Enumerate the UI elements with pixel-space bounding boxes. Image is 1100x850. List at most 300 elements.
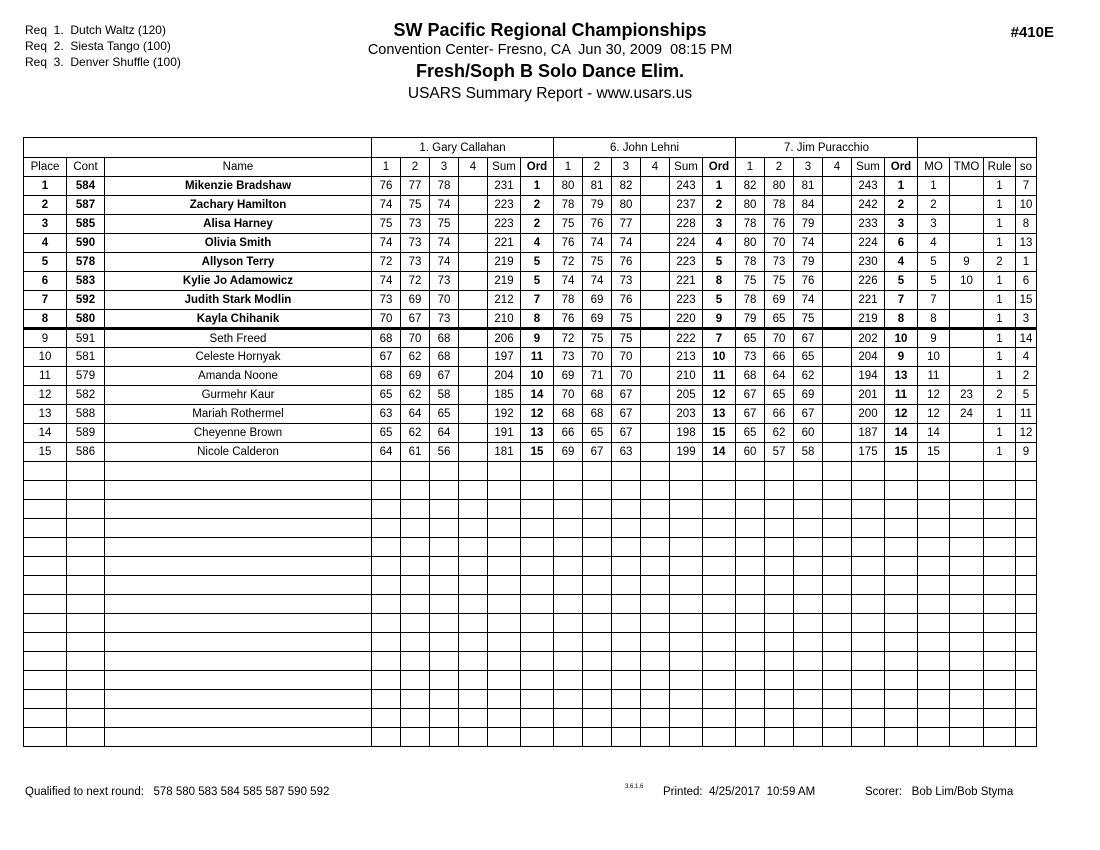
score-cell — [794, 614, 823, 633]
ord-cell — [703, 519, 736, 538]
score-cell — [641, 424, 670, 443]
cont-cell — [67, 614, 105, 633]
score-cell — [794, 652, 823, 671]
score-cell: 60 — [794, 424, 823, 443]
tmo-cell — [950, 652, 984, 671]
name-cell: Allyson Terry — [105, 253, 372, 272]
score-cell: 74 — [794, 234, 823, 253]
sum-cell — [852, 595, 885, 614]
score-cell — [554, 481, 583, 500]
sum-cell — [488, 614, 521, 633]
score-cell: 79 — [736, 310, 765, 329]
score-cell: 70 — [583, 348, 612, 367]
score-cell: 75 — [430, 215, 459, 234]
so-cell: 15 — [1016, 291, 1037, 310]
sum-cell — [488, 500, 521, 519]
sum-cell — [670, 690, 703, 709]
score-cell: 69 — [554, 443, 583, 462]
name-cell — [105, 481, 372, 500]
name-cell: Kayla Chihanik — [105, 310, 372, 329]
score-cell — [372, 481, 401, 500]
ord-cell: 7 — [703, 329, 736, 348]
sum-cell: 224 — [670, 234, 703, 253]
mo-cell — [918, 500, 950, 519]
score-cell — [459, 310, 488, 329]
cont-cell — [67, 462, 105, 481]
sum-cell: 222 — [670, 329, 703, 348]
score-cell: 79 — [794, 215, 823, 234]
rule-cell: 1 — [984, 443, 1016, 462]
score-cell — [794, 576, 823, 595]
ord-cell — [885, 481, 918, 500]
place-cell — [24, 500, 67, 519]
score-cell — [823, 671, 852, 690]
ord-cell — [885, 652, 918, 671]
cont-cell — [67, 652, 105, 671]
score-cell: 80 — [736, 234, 765, 253]
score-cell — [823, 614, 852, 633]
score-cell — [765, 519, 794, 538]
score-cell — [641, 709, 670, 728]
tmo-cell: 9 — [950, 253, 984, 272]
score-cell — [554, 633, 583, 652]
empty-row — [24, 614, 1037, 633]
mo-cell — [918, 557, 950, 576]
score-cell — [794, 671, 823, 690]
score-cell — [641, 519, 670, 538]
ord-cell: 14 — [885, 424, 918, 443]
mo-cell: 3 — [918, 215, 950, 234]
score-cell: 62 — [765, 424, 794, 443]
sum-cell: 198 — [670, 424, 703, 443]
empty-row — [24, 462, 1037, 481]
ord-cell — [885, 519, 918, 538]
score-cell — [736, 633, 765, 652]
score-cell — [641, 481, 670, 500]
score-cell — [372, 728, 401, 747]
sum-cell — [852, 671, 885, 690]
score-cell: 75 — [765, 272, 794, 291]
score-cell — [641, 595, 670, 614]
ord-cell: 5 — [521, 272, 554, 291]
ord-cell — [521, 462, 554, 481]
score-cell — [372, 633, 401, 652]
place-cell — [24, 728, 67, 747]
score-cell — [459, 500, 488, 519]
championship-title: SW Pacific Regional Championships — [393, 20, 707, 40]
score-cell — [372, 709, 401, 728]
score-cell — [612, 576, 641, 595]
score-cell: 70 — [765, 329, 794, 348]
score-cell: 76 — [612, 291, 641, 310]
so-cell: 1 — [1016, 253, 1037, 272]
score-cell — [736, 709, 765, 728]
tmo-cell — [950, 443, 984, 462]
score-cell — [823, 538, 852, 557]
score-cell: 67 — [794, 329, 823, 348]
sum-cell — [670, 576, 703, 595]
so-cell — [1016, 709, 1037, 728]
table-row — [24, 177, 1037, 196]
score-cell — [823, 519, 852, 538]
sum-cell: 224 — [852, 234, 885, 253]
score-cell — [583, 671, 612, 690]
sum-cell: 223 — [488, 196, 521, 215]
score-cell: 76 — [554, 234, 583, 253]
col-header-so: so — [1016, 158, 1037, 177]
cont-cell: 592 — [67, 291, 105, 310]
col-header-ord: Ord — [885, 158, 918, 177]
report-header — [0, 20, 1100, 106]
score-cell — [554, 519, 583, 538]
tmo-cell — [950, 177, 984, 196]
col-header-mo: MO — [918, 158, 950, 177]
rule-cell: 1 — [984, 177, 1016, 196]
ord-cell — [885, 709, 918, 728]
score-cell — [765, 538, 794, 557]
ord-cell: 2 — [521, 215, 554, 234]
mo-cell — [918, 481, 950, 500]
ord-cell — [885, 557, 918, 576]
score-cell: 68 — [372, 367, 401, 386]
score-cell — [401, 690, 430, 709]
ord-cell: 10 — [885, 329, 918, 348]
ord-cell: 15 — [703, 424, 736, 443]
score-cell — [641, 310, 670, 329]
col-header-rule: Rule — [984, 158, 1016, 177]
cont-cell — [67, 690, 105, 709]
sum-cell — [488, 576, 521, 595]
score-cell — [765, 595, 794, 614]
sum-cell — [852, 481, 885, 500]
sum-cell — [488, 595, 521, 614]
score-cell — [641, 196, 670, 215]
sum-cell: 223 — [488, 215, 521, 234]
empty-row — [24, 481, 1037, 500]
tmo-cell — [950, 196, 984, 215]
sum-cell — [852, 519, 885, 538]
place-cell — [24, 519, 67, 538]
score-cell — [583, 614, 612, 633]
score-cell — [430, 500, 459, 519]
score-cell: 76 — [372, 177, 401, 196]
rule-cell — [984, 538, 1016, 557]
score-cell — [736, 690, 765, 709]
so-cell — [1016, 462, 1037, 481]
score-cell: 75 — [736, 272, 765, 291]
so-cell — [1016, 652, 1037, 671]
judge-header: 7. Jim Puracchio — [736, 138, 918, 158]
so-cell: 7 — [1016, 177, 1037, 196]
score-cell: 56 — [430, 443, 459, 462]
results-table — [23, 137, 1037, 747]
score-cell — [459, 177, 488, 196]
col-header-sum: Sum — [670, 158, 703, 177]
score-cell: 76 — [612, 253, 641, 272]
sum-cell — [670, 462, 703, 481]
tmo-cell: 23 — [950, 386, 984, 405]
tmo-cell — [950, 614, 984, 633]
score-cell — [554, 557, 583, 576]
place-cell: 2 — [24, 196, 67, 215]
score-cell: 82 — [736, 177, 765, 196]
score-cell — [736, 595, 765, 614]
score-cell: 81 — [583, 177, 612, 196]
ord-cell: 11 — [703, 367, 736, 386]
score-cell — [641, 557, 670, 576]
ord-cell: 3 — [885, 215, 918, 234]
sum-cell — [852, 538, 885, 557]
sum-cell — [670, 633, 703, 652]
score-cell: 66 — [554, 424, 583, 443]
score-cell — [794, 500, 823, 519]
score-cell: 69 — [794, 386, 823, 405]
score-cell: 74 — [430, 253, 459, 272]
score-cell — [736, 481, 765, 500]
sum-cell — [852, 576, 885, 595]
col-header-score-4: 4 — [641, 158, 670, 177]
tmo-cell — [950, 690, 984, 709]
score-cell — [401, 709, 430, 728]
score-cell: 79 — [794, 253, 823, 272]
score-cell — [430, 595, 459, 614]
score-cell: 67 — [372, 348, 401, 367]
score-cell — [641, 405, 670, 424]
so-cell — [1016, 538, 1037, 557]
mo-cell — [918, 576, 950, 595]
score-cell: 67 — [736, 386, 765, 405]
name-cell: Seth Freed — [105, 329, 372, 348]
so-cell: 10 — [1016, 196, 1037, 215]
sum-cell: 242 — [852, 196, 885, 215]
sum-cell — [488, 728, 521, 747]
score-cell: 69 — [554, 367, 583, 386]
score-cell: 80 — [612, 196, 641, 215]
score-cell: 78 — [736, 215, 765, 234]
sum-cell — [670, 709, 703, 728]
ord-cell: 8 — [703, 272, 736, 291]
rule-cell: 1 — [984, 405, 1016, 424]
col-header-score-3: 3 — [430, 158, 459, 177]
tmo-cell — [950, 519, 984, 538]
ord-cell: 5 — [703, 253, 736, 272]
ord-cell — [885, 633, 918, 652]
rule-cell — [984, 671, 1016, 690]
requirement-line: Req 3. Denver Shuffle (100) — [25, 55, 181, 69]
name-cell: Celeste Hornyak — [105, 348, 372, 367]
tmo-cell — [950, 481, 984, 500]
score-cell: 73 — [401, 253, 430, 272]
score-cell: 80 — [554, 177, 583, 196]
score-cell: 63 — [612, 443, 641, 462]
name-cell: Mariah Rothermel — [105, 405, 372, 424]
score-cell — [765, 652, 794, 671]
score-cell: 74 — [794, 291, 823, 310]
score-cell: 63 — [372, 405, 401, 424]
ord-cell: 13 — [521, 424, 554, 443]
score-cell — [401, 614, 430, 633]
ord-cell: 1 — [703, 177, 736, 196]
score-cell: 74 — [554, 272, 583, 291]
score-cell — [823, 443, 852, 462]
score-cell — [372, 462, 401, 481]
score-cell — [823, 728, 852, 747]
cont-cell — [67, 595, 105, 614]
ord-cell: 1 — [521, 177, 554, 196]
place-cell: 8 — [24, 310, 67, 329]
score-cell: 67 — [583, 443, 612, 462]
name-cell — [105, 462, 372, 481]
mo-cell: 9 — [918, 329, 950, 348]
empty-row — [24, 709, 1037, 728]
ord-cell — [703, 557, 736, 576]
score-cell: 74 — [372, 272, 401, 291]
tmo-cell — [950, 367, 984, 386]
rule-cell — [984, 557, 1016, 576]
score-cell — [554, 462, 583, 481]
col-header-score-2: 2 — [583, 158, 612, 177]
sum-cell — [852, 614, 885, 633]
requirement-line: Req 2. Siesta Tango (100) — [25, 39, 171, 53]
ord-cell — [521, 576, 554, 595]
sum-cell: 230 — [852, 253, 885, 272]
score-cell — [612, 614, 641, 633]
so-cell: 12 — [1016, 424, 1037, 443]
sum-cell: 243 — [852, 177, 885, 196]
mo-cell — [918, 652, 950, 671]
ord-cell — [885, 671, 918, 690]
score-cell — [459, 671, 488, 690]
score-cell: 80 — [736, 196, 765, 215]
score-cell: 58 — [430, 386, 459, 405]
empty-row — [24, 519, 1037, 538]
so-cell: 9 — [1016, 443, 1037, 462]
empty-row — [24, 557, 1037, 576]
results-body — [24, 138, 1037, 747]
ord-cell: 2 — [703, 196, 736, 215]
score-cell — [794, 519, 823, 538]
score-cell — [612, 557, 641, 576]
score-cell — [430, 614, 459, 633]
sum-cell: 223 — [670, 253, 703, 272]
sum-cell — [852, 462, 885, 481]
place-cell: 13 — [24, 405, 67, 424]
score-cell — [612, 481, 641, 500]
score-cell — [823, 595, 852, 614]
score-cell: 70 — [372, 310, 401, 329]
ord-cell — [703, 576, 736, 595]
mo-cell — [918, 595, 950, 614]
place-cell: 4 — [24, 234, 67, 253]
ord-cell — [521, 481, 554, 500]
score-cell — [612, 709, 641, 728]
rule-cell: 1 — [984, 272, 1016, 291]
place-cell — [24, 538, 67, 557]
place-cell: 15 — [24, 443, 67, 462]
ord-cell — [703, 500, 736, 519]
score-cell: 72 — [401, 272, 430, 291]
score-cell — [459, 215, 488, 234]
mo-cell — [918, 690, 950, 709]
score-cell: 66 — [765, 348, 794, 367]
rule-cell — [984, 576, 1016, 595]
score-cell: 70 — [554, 386, 583, 405]
place-cell: 10 — [24, 348, 67, 367]
scorer-names: Scorer: Bob Lim/Bob Styma — [865, 786, 1014, 798]
score-cell — [641, 538, 670, 557]
sum-cell — [852, 557, 885, 576]
sum-cell: 206 — [488, 329, 521, 348]
rule-cell — [984, 500, 1016, 519]
ord-cell: 9 — [521, 329, 554, 348]
ord-cell: 8 — [521, 310, 554, 329]
score-cell: 70 — [612, 348, 641, 367]
sum-cell — [852, 652, 885, 671]
score-cell: 74 — [372, 196, 401, 215]
score-cell — [641, 443, 670, 462]
so-cell — [1016, 481, 1037, 500]
sum-cell: 192 — [488, 405, 521, 424]
score-cell — [612, 462, 641, 481]
score-cell — [430, 728, 459, 747]
so-cell — [1016, 500, 1037, 519]
so-cell — [1016, 519, 1037, 538]
mo-cell: 12 — [918, 405, 950, 424]
sum-cell — [488, 690, 521, 709]
mo-cell: 5 — [918, 253, 950, 272]
score-cell — [612, 500, 641, 519]
ord-cell: 12 — [885, 405, 918, 424]
event-title: Fresh/Soph B Solo Dance Elim. — [415, 61, 685, 81]
tmo-cell — [950, 538, 984, 557]
tmo-cell — [950, 291, 984, 310]
cont-cell: 587 — [67, 196, 105, 215]
col-header-ord: Ord — [521, 158, 554, 177]
score-cell — [554, 709, 583, 728]
score-cell: 68 — [372, 329, 401, 348]
score-cell — [430, 538, 459, 557]
ord-cell: 5 — [521, 253, 554, 272]
name-cell — [105, 671, 372, 690]
sum-cell: 221 — [488, 234, 521, 253]
ord-cell: 12 — [703, 386, 736, 405]
score-cell: 80 — [765, 177, 794, 196]
score-cell — [641, 690, 670, 709]
name-cell — [105, 500, 372, 519]
score-cell: 64 — [430, 424, 459, 443]
so-cell — [1016, 614, 1037, 633]
score-cell — [612, 652, 641, 671]
score-cell — [641, 652, 670, 671]
score-cell: 73 — [430, 310, 459, 329]
ord-cell: 11 — [521, 348, 554, 367]
score-cell: 72 — [372, 253, 401, 272]
score-cell — [554, 538, 583, 557]
score-cell — [459, 690, 488, 709]
score-cell — [459, 519, 488, 538]
score-cell — [372, 690, 401, 709]
score-cell — [583, 709, 612, 728]
sum-cell — [488, 633, 521, 652]
score-cell: 69 — [583, 291, 612, 310]
ord-cell — [703, 709, 736, 728]
score-cell — [372, 671, 401, 690]
so-cell: 11 — [1016, 405, 1037, 424]
score-cell — [459, 709, 488, 728]
sum-cell — [852, 728, 885, 747]
score-cell — [430, 633, 459, 652]
name-cell: Amanda Noone — [105, 367, 372, 386]
